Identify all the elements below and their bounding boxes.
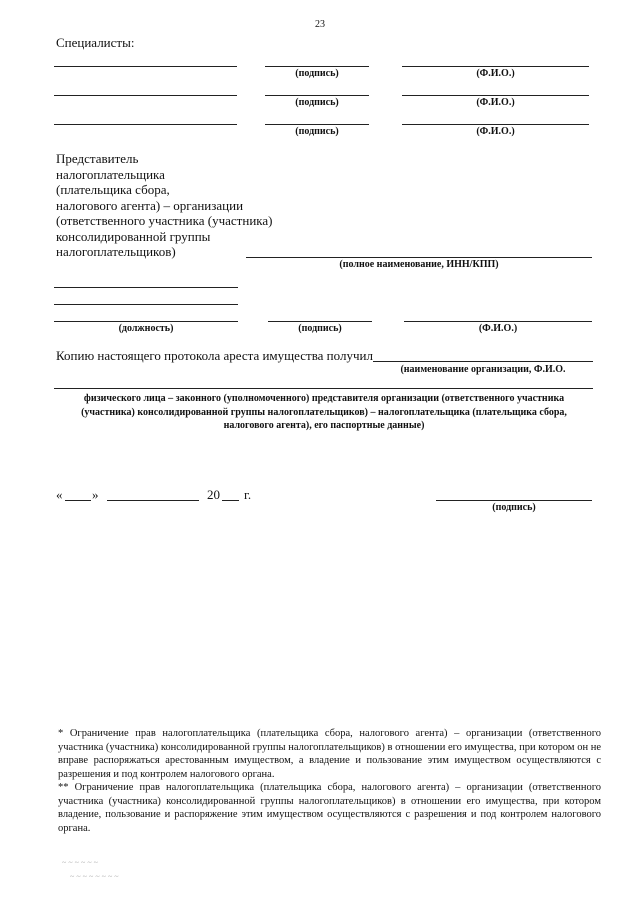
- date-month-line[interactable]: [107, 500, 199, 501]
- date-day-line[interactable]: [65, 500, 91, 501]
- specialists-label: Специалисты:: [56, 35, 135, 50]
- footnote-2: ** Ограничение прав налогоплательщика (плательщика сбора, налогового агента) – организации (ответственного участника (участника) консолидированной группы налогоплательщиков) в отношении его имущества, при котором владение, пользование и распоряжение этим имуществом осуществляются с разрешения и под контролем налогового органа.: [58, 782, 601, 834]
- representative-label: [56, 151, 296, 260]
- specialist-1-signature-caption: (подпись): [295, 68, 339, 79]
- specialist-2-field-line[interactable]: [54, 95, 237, 96]
- representative-signature-line[interactable]: [268, 321, 372, 322]
- representative-line-6: консолидированной группы: [56, 228, 211, 244]
- representative-extra-line-1[interactable]: [54, 287, 238, 288]
- specialist-3-name-line[interactable]: [402, 124, 589, 125]
- specialist-3-field-line[interactable]: [54, 124, 237, 125]
- specialist-2-name-line[interactable]: [402, 95, 589, 96]
- specialist-1-name-line[interactable]: [402, 66, 589, 67]
- date-field: [56, 487, 276, 505]
- organization-full-name-caption: (полное наименование, ИНН/КПП): [339, 259, 499, 270]
- organization-full-name-line[interactable]: [246, 257, 592, 258]
- footnote-1: * Ограничение прав налогоплательщика (плательщика сбора, налогового агента) – организации (ответственного участника (участника) консолидированной группы налогоплательщиков) в отношении его имущества, при котором он не вправе распоряжаться арестованным имуществом, а владение и пользование этим имуществом осуществляются с разрешения и под контролем налогового органа.: [58, 728, 601, 780]
- representative-extra-line-2[interactable]: [54, 304, 238, 305]
- copy-receipt-person-line[interactable]: [54, 388, 593, 389]
- final-signature-caption: (подпись): [492, 502, 536, 513]
- specialist-1-field-line[interactable]: [54, 66, 237, 67]
- date-close-quote: »: [92, 487, 99, 502]
- specialist-2-name-caption: (Ф.И.О.): [476, 97, 515, 108]
- specialist-1-name-caption: (Ф.И.О.): [476, 68, 515, 79]
- final-signature-line[interactable]: [436, 500, 592, 501]
- specialist-2-signature-caption: (подпись): [295, 97, 339, 108]
- representative-position-line[interactable]: [54, 321, 238, 322]
- date-year-line[interactable]: [222, 500, 239, 501]
- copy-receipt-org-line[interactable]: [373, 361, 593, 362]
- representative-line-1: Представитель: [56, 151, 139, 166]
- representative-position-caption: (должность): [118, 323, 174, 334]
- specialist-3-name-caption: (Ф.И.О.): [476, 126, 515, 137]
- representative-name-line[interactable]: [404, 321, 592, 322]
- date-year-suffix: г.: [244, 487, 252, 502]
- representative-line-3: (плательщика сбора,: [56, 182, 170, 197]
- representative-line-4: налогового агента) – организации: [56, 197, 244, 213]
- specialist-1-signature-line[interactable]: [265, 66, 369, 67]
- faint-stamp-mark-2: ~ ~ ~ ~ ~ ~ ~ ~: [70, 872, 119, 881]
- footnotes: [58, 727, 601, 835]
- faint-stamp-mark: ~ ~ ~ ~ ~ ~: [62, 858, 98, 867]
- representative-line-2: налогоплательщика: [56, 166, 165, 182]
- specialist-3-signature-line[interactable]: [265, 124, 369, 125]
- copy-receipt-org-caption: (наименование организации, Ф.И.О.: [400, 364, 566, 375]
- representative-line-5: (ответственного участника (участника): [56, 213, 273, 228]
- representative-line-7: налогоплательщиков): [56, 244, 176, 259]
- page-number: 23: [315, 19, 325, 30]
- specialist-3-signature-caption: (подпись): [295, 126, 339, 137]
- date-open-quote: «: [56, 487, 63, 502]
- representative-signature-caption: (подпись): [298, 323, 342, 334]
- specialist-2-signature-line[interactable]: [265, 95, 369, 96]
- copy-receipt-label: Копию настоящего протокола ареста имущества получил: [56, 348, 373, 363]
- copy-receipt-description: физического лица – законного (уполномоченного) представителя организации (ответственного участника (участника) консолидированной группы налогоплательщиков) – налогоплательщика (плательщика сбора, налогового агента), его паспортные данные): [81, 393, 567, 431]
- representative-name-caption: (Ф.И.О.): [478, 323, 518, 334]
- date-year-prefix: 20: [207, 487, 220, 502]
